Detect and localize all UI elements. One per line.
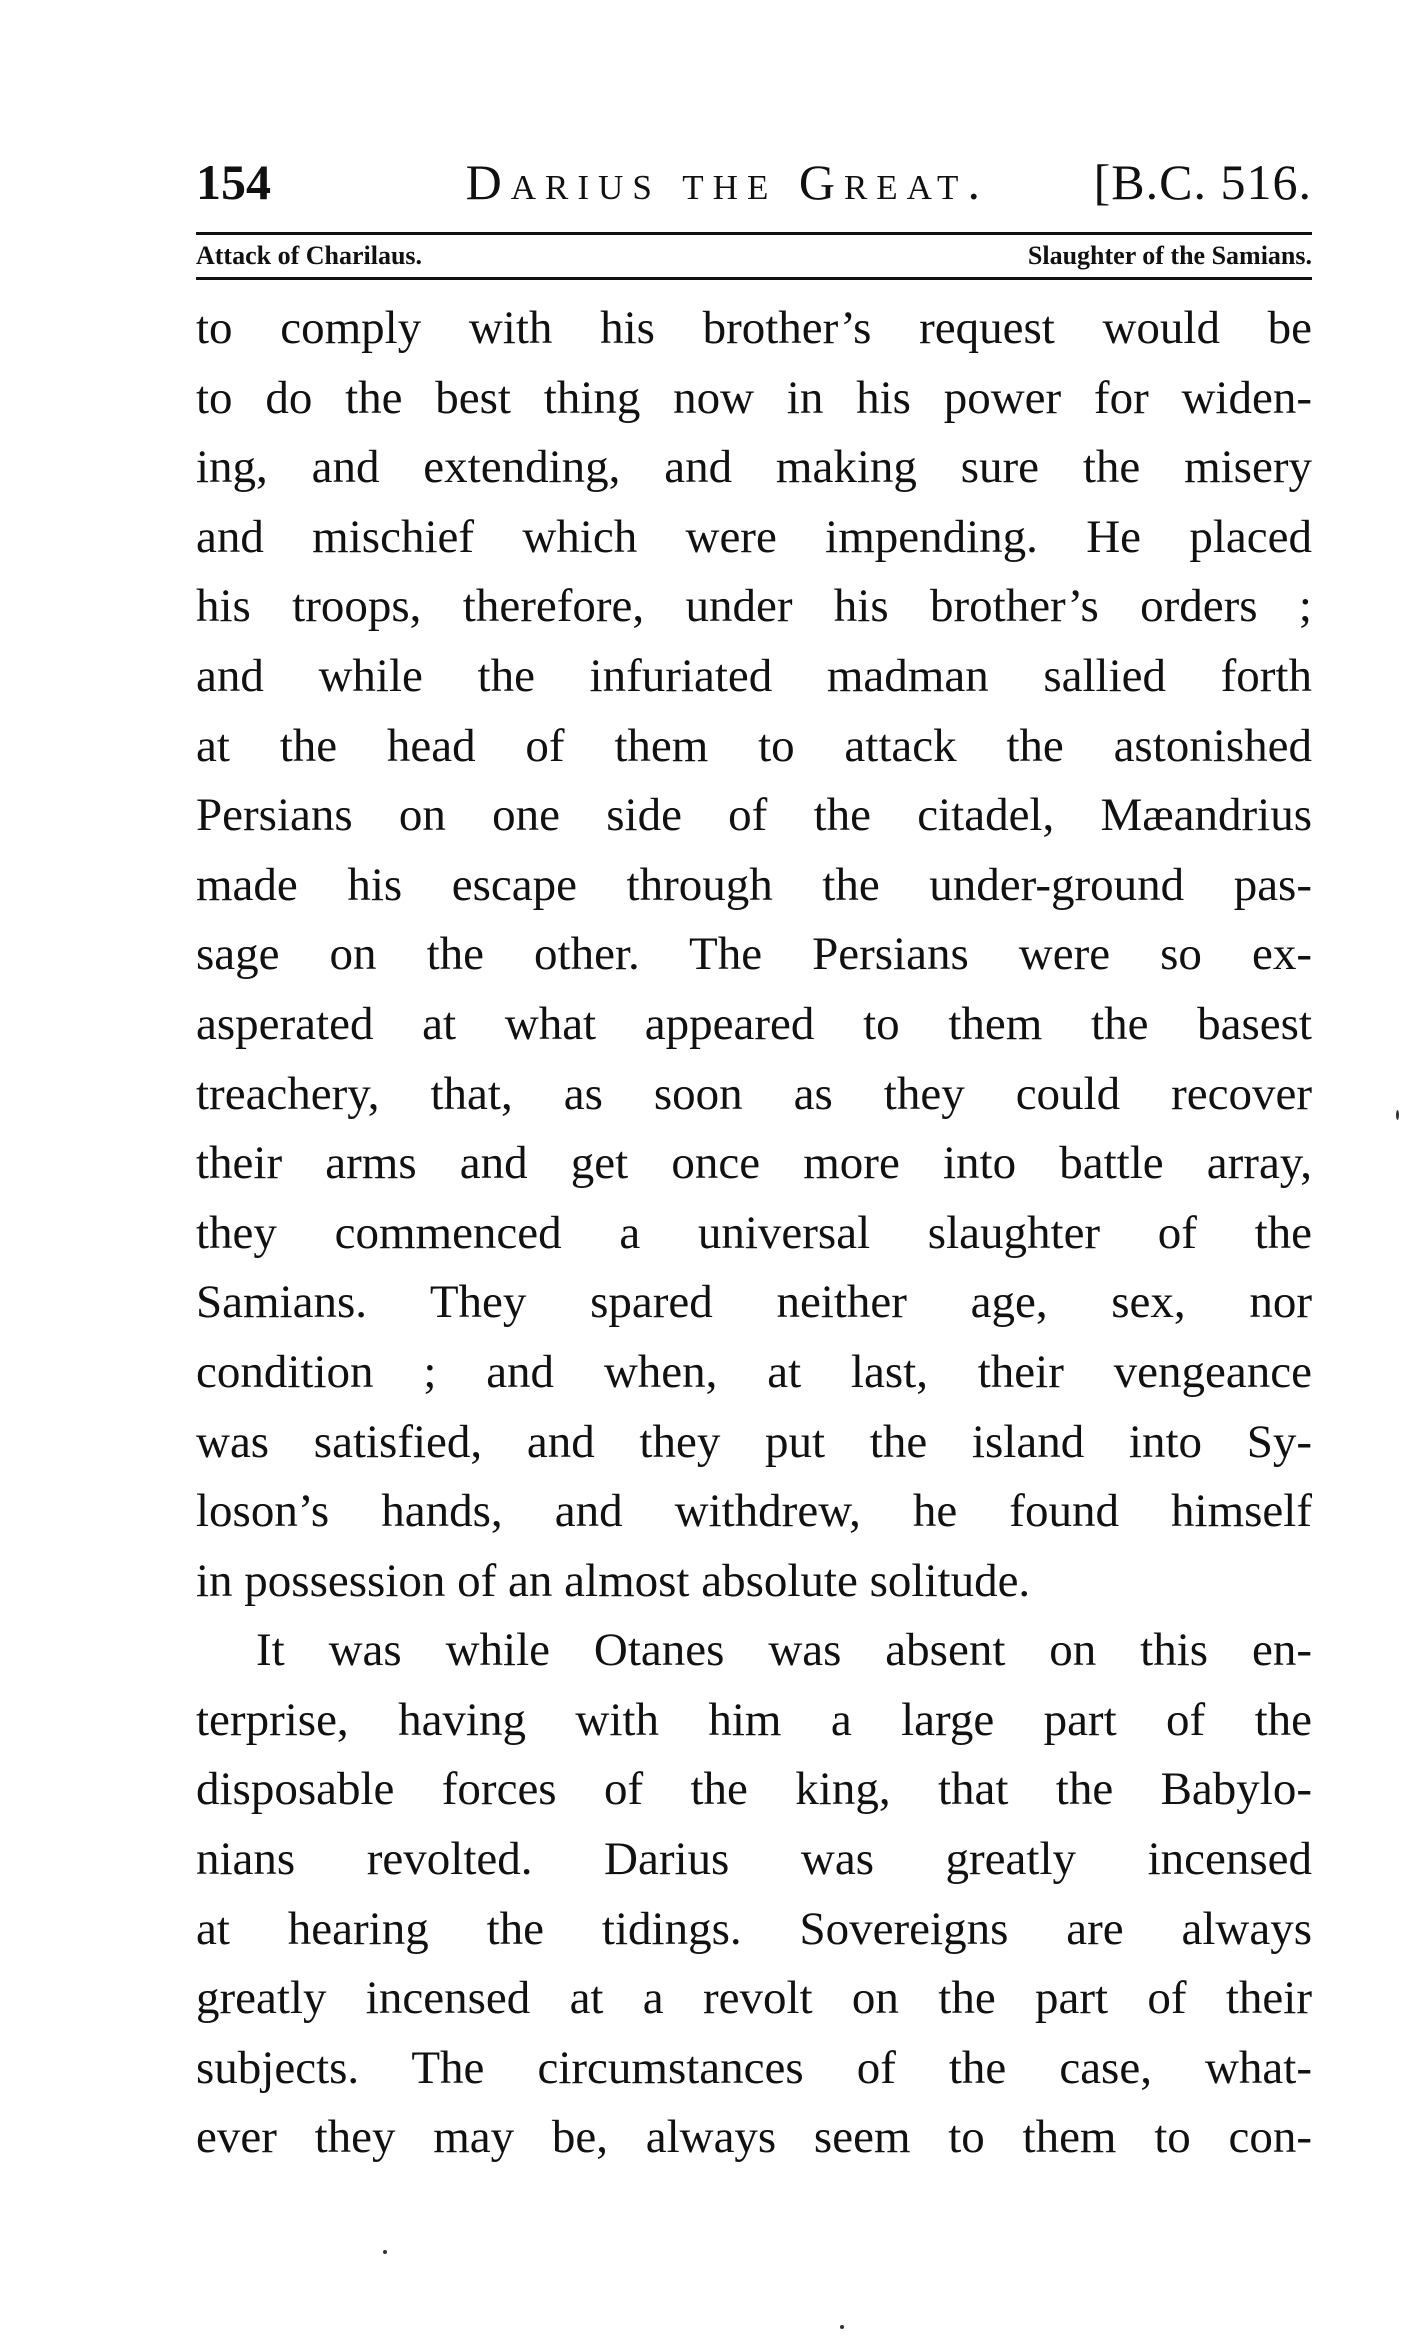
- text-line: Persians on one side of the citadel, Mæandrius: [196, 789, 1312, 842]
- scan-speck: [383, 2250, 387, 2254]
- text-line: terprise, having with him a large part of the: [196, 1693, 1312, 1746]
- text-line: condition ; and when, at last, their vengeance: [196, 1345, 1312, 1398]
- text-line: asperated at what appeared to them the basest: [196, 997, 1312, 1050]
- body-text: [196, 294, 1312, 2173]
- text-line: at hearing the tidings. Sovereigns are always: [196, 1902, 1312, 1955]
- running-head: [196, 150, 1312, 220]
- text-line: ing, and extending, and making sure the misery: [196, 441, 1312, 494]
- text-line: their arms and get once more into battle array,: [196, 1137, 1312, 1190]
- subhead-left: Attack of Charilaus.: [196, 241, 423, 270]
- scan-speck: [1396, 1110, 1399, 1120]
- text-line: to do the best thing now in his power for widen-: [196, 371, 1312, 424]
- header-rule-bottom: [196, 277, 1312, 280]
- text-line: ever they may be, always seem to them to con-: [196, 2111, 1312, 2164]
- text-line: to comply with his brother’s request would be: [196, 302, 1312, 354]
- paragraph-start-line: It was while Otanes was absent on this en-: [256, 1624, 1312, 1677]
- text-line: his troops, therefore, under his brother’s orders ;: [196, 580, 1312, 633]
- text-line: made his escape through the under-ground pas-: [196, 858, 1312, 911]
- text-line: in possession of an almost absolute solitude.: [196, 1554, 1031, 1607]
- text-line: they commenced a universal slaughter of the: [196, 1206, 1312, 1259]
- running-title: Darius the Great.: [465, 154, 989, 210]
- scan-speck: [840, 2325, 844, 2329]
- text-line: at the head of them to attack the astonished: [196, 719, 1312, 772]
- book-page: [196, 150, 1312, 2173]
- text-line: greatly incensed at a revolt on the part of their: [196, 1972, 1312, 2025]
- date-range: [B.C. 516.: [1093, 154, 1312, 210]
- subhead-right: Slaughter of the Samians.: [1027, 241, 1312, 270]
- text-line: was satisfied, and they put the island into Sy-: [196, 1415, 1312, 1468]
- text-line: sage on the other. The Persians were so ex-: [196, 928, 1312, 981]
- text-line: loson’s hands, and withdrew, he found himself: [196, 1485, 1312, 1538]
- subheads: [196, 235, 1312, 277]
- text-line: disposable forces of the king, that the Babylo-: [196, 1763, 1312, 1816]
- text-line: Samians. They spared neither age, sex, nor: [196, 1276, 1312, 1329]
- page-number: 154: [196, 154, 271, 210]
- text-line: and mischief which were impending. He placed: [196, 510, 1312, 563]
- text-line: subjects. The circumstances of the case, what-: [196, 2041, 1312, 2094]
- text-line: treachery, that, as soon as they could recover: [196, 1067, 1312, 1120]
- text-line: nians revolted. Darius was greatly incensed: [196, 1833, 1312, 1886]
- text-line: and while the infuriated madman sallied forth: [196, 649, 1312, 702]
